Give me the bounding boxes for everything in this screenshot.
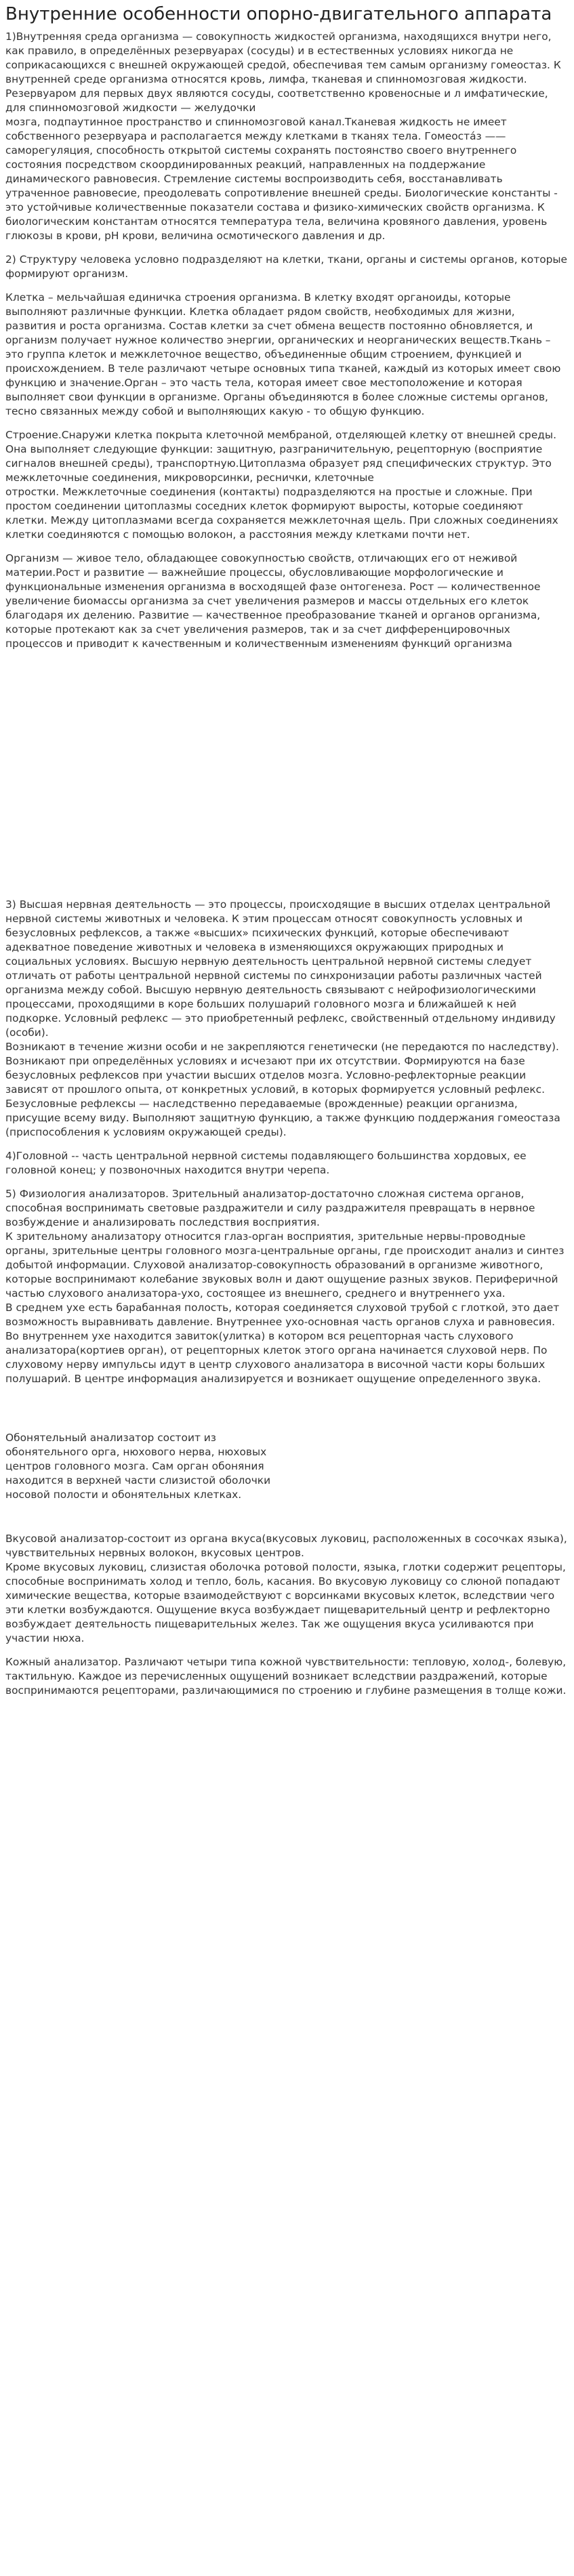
paragraph-analyzers: 5) Физиология анализаторов. Зрительный анализатор-достаточно сложная система органов, способная воспринимать световые раздражители и силу раздражителя превращать в нервное возбуждение и анализировать последствия восприятия. К зрительному анализатору относится глаз-орган восприятия, зрительные нервы-проводные органы, зрительные центры головного мозга-центральные органы, где происходит анализ и синтез добытой информации. Слуховой анализатор-совокупность образований в организме животного, которые воспринимают колебание звуковых волн и дают ощущение разных звуков. Периферичной частью слухового анализатора-ухо, состоящее из внешнего, среднего и внутреннего уха. В среднем ухе есть барабанная полость, которая соединяется слуховой трубой с глоткой, это дает возможность выравнивать давление. Внутреннее ухо-основная часть органов слуха и равновесия. Во внутреннем ухе находится завиток(улитка) в котором вся рецепторная часть слухового анализатора(кортиев орган), от рецепторных клеток этого органа начинается слуховой нерв. По слуховому нерву импульсы идут в центр слухового анализатора в височной части коры больших полушарий. В центре информация анализируется и возникает ощущение определенного звука. xyxy=(5,1188,565,1385)
paragraph-brain: 4)Головной -- часть центральной нервной системы подавляющего большинства хордовых, ее головной конец; у позвоночных находится внутри черепа. xyxy=(5,1150,527,1176)
paragraph-higher-nervous-activity: 3) Высшая нервная деятельность — это процессы, происходящие в высших отделах центральной нервной системы животных и человека. К этим процессам относят совокупность условных и безусловных рефлексов, а также «высших» психических функций, которые обеспечивают адекватное поведение животных и человека в изменяющихся окружающих природных и социальных условиях. Высшую нервную деятельность центральной нервной системы следует отличать от работы центральной нервной системы по синхронизации работы различных частей организма между собой. Высшую нервную деятельность связывают с нейрофизиологическими процессами, проходящими в коре больших полушарий головного мозга и ближайшей к ней подкорке. Условный рефлекс — это приобретенный рефлекс, свойственный отдельному индивиду (особи). Возникают в течение жизни особи и не закрепляются генетически (не передаются по наследству). Возникают при определённых условиях и исчезают при их отсутствии. Формируются на базе безусловных рефлексов при участии высших отделов мозга. Условно-рефлекторные реакции зависят от прошлого опыта, от конкретных условий, в которых формируется условный рефлекс. Безусловные рефлексы — наследственно передаваемые (врожденные) реакции организма, присущие всему виду. Выполняют защитную функцию, а также функцию поддержания гомеостаза (приспособления к условиям окружающей среды). xyxy=(5,898,560,1138)
paragraph-cell-structure: Строение.Снаружи клетка покрыта клеточной мембраной, отделяющей клетку от внешней среды. Она выполняет следующие функции: защитную, разграничительную, рецепторную (восприятие сигналов внешней среды), транспортную.Цитоплазма образует ряд специфических структур. Это межклеточные соединения, микроворсинки, реснички, клеточные отростки. Межклеточные соединения (контакты) подразделяются на простые и сложные. При простом соединении цитоплазмы соседних клеток формируют выросты, которые соединяют клетки. Между цитоплазмами всегда сохраняется межклеточная щель. При сложных соединениях клетки соединяются с помощью волокон, а расстояния между клетками почти нет. xyxy=(5,429,558,541)
page-title: Внутренние особенности опорно-двигательного аппарата xyxy=(5,4,552,24)
paragraph-internal-environment: 1)Внутренняя среда организма — совокупность жидкостей организма, находящихся внутри него, как правило, в определённых резервуарах (сосуды) и в естественных условиях никогда не соприкасающихся с внешней окружающей средой, обеспечивая тем самым организму гомеостаз. К внутренней среде организма относятся кровь, лимфа, тканевая и спинномозговая жидкости. Резервуаром для первых двух являются сосуды, соответственно кровеносные и л имфатические, для спинномозговой жидкости — желудочки мозга, подпаутинное пространство и спинномозговой канал.Тканевая жидкость не имеет собственного резервуара и располагается между клетками в тканях тела. Гомеоста́з —— саморегуляция, способность открытой системы сохранять постоянство своего внутреннего состояния посредством скоординированных реакций, направленных на поддержание динамического равновесия. Стремление системы воспроизводить себя, восстанавливать утраченное равновесие, преодолевать сопротивление внешней среды. Биологические константы - это устойчивые количественные показатели состава и физико-химических свойств организма. К биологическим константам относятся температура тела, величина кровяного давления, уровень глюкозы в крови, pH крови, величина осмотического давления и др. xyxy=(5,30,561,242)
paragraph-body-structure: 2) Структуру человека условно подразделяют на клетки, ткани, органы и системы органов, которые формируют организм. xyxy=(5,253,567,280)
paragraph-growth-development: Организм — живое тело, обладающее совокупностью свойств, отличающих его от неживой материи.Рост и развитие — важнейшие процессы, обусловливающие морфологические и функциональные изменения организма в восходящей фазе онтогенеза. Рост — количественное увеличение биомассы организма за счет увеличения размеров и массы отдельных его клеток благодаря их делению. Развитие — качественное преобразование тканей и органов организма, которые протекают как за счет увеличения размеров, так и за счет дифференцировочных процессов и приводит к качественным и количественным изменениям функций организма xyxy=(5,552,541,650)
paragraph-olfactory-analyzer: Обонятельный анализатор состоит из обонятельного орга, нюхового нерва, нюховых центров головного мозга. Сам орган обоняния находится в верхней части слизистой оболочки носовой полости и обонятельных клетках. xyxy=(5,1432,271,1501)
document xyxy=(5,0,568,1698)
paragraph-taste-analyzer: Вкусовой анализатор-состоит из органа вкуса(вкусовых луковиц, расположенных в сосочках языка), чувствительных нервных волокон, вкусовых центров. Кроме вкусовых луковиц, слизистая оболочка ротовой полости, языка, глотки содержит рецепторы, способные воспринимать холод и тепло, боль, касания. Во вкусовую луковицу со слюной попадают химические вещества, которые взаимодействуют с ворсинками вкусовых клеток, вследствии чего эти клетки возбуждаются. Ощущение вкуса возбуждает пищеварительный центр и рефлекторно возбуждает деятельность пищеварительных желез. Так же ощущения вкуса усиливаются при участии нюха. xyxy=(5,1533,567,1644)
paragraph-cell-tissue-organ: Клетка – мельчайшая единичка строения организма. В клетку входят органоиды, которые выполняют различные функции. Клетка обладает рядом свойств, необходимых для жизни, развития и роста организма. Состав клетки за счет обмена веществ постоянно обновляется, и организм получает нужное количество энергии, органических и неорганических веществ.Ткань – это группа клеток и межклеточное вещество, объединенные общим строением, функцией и происхождением. В теле различают четыре основных типа тканей, каждый из которых имеет свою функцию и значение.Орган – это часть тела, которая имеет свое местоположение и которая выполняет свои функции в организме. Органы объединяются в более сложные системы органов, тесно связанных между собой и выполняющих какую - то общую функцию. xyxy=(5,291,561,417)
paragraph-skin-analyzer: Кожный анализатор. Различают четыри типа кожной чувствительности: тепловую, холод-, болевую, тактильную. Каждое из перечисленных ощущений возникает вследствии раздражений, которые воспринимаются рецепторами, различающимися по строению и глубине размещения в толще кожи. xyxy=(5,1656,567,1697)
